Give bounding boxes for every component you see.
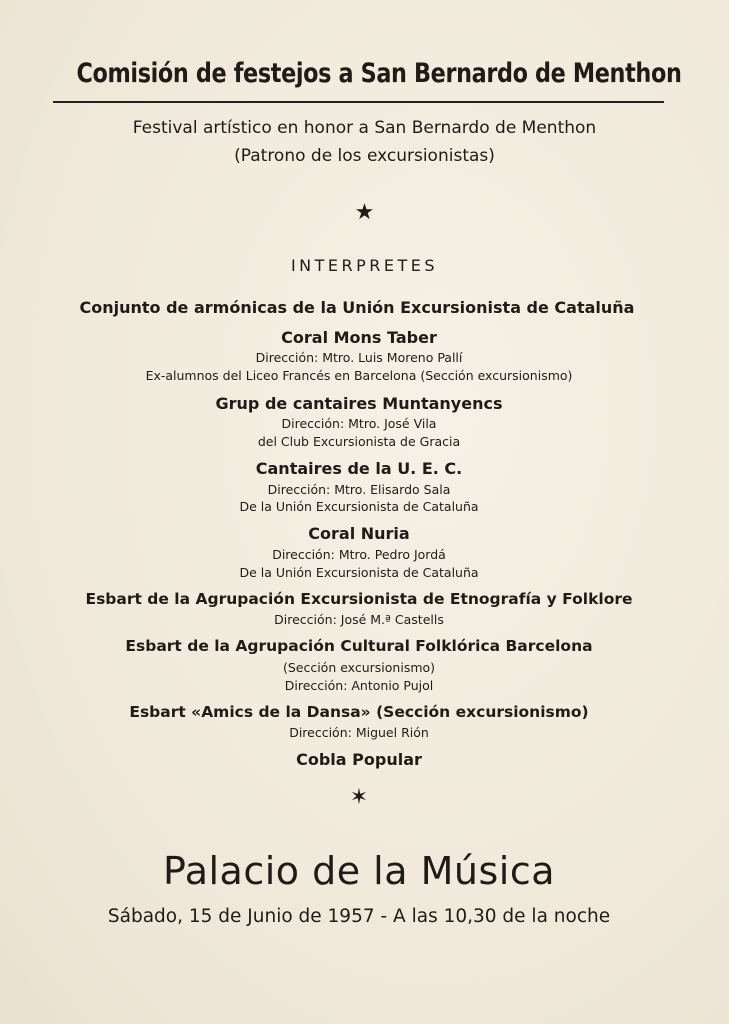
page-title: Comisión de festejos a San Bernardo de Menthon xyxy=(76,58,682,89)
performer-detail: del Club Excursionista de Gracia xyxy=(257,434,461,449)
performer-detail: De la Unión Excursionista de Cataluña xyxy=(239,499,479,514)
performer-detail: Dirección: Mtro. José Vila xyxy=(281,416,437,431)
subtitle-line-1: Festival artístico en honor a San Bernardo de Menthon xyxy=(132,118,597,138)
performer-detail: Dirección: Miguel Rión xyxy=(289,725,429,740)
performer-detail: Ex-alumnos del Liceo Francés en Barcelona (Sección excursionismo) xyxy=(145,368,573,383)
performer-name: Esbart de la Agrupación Cultural Folklórica Barcelona xyxy=(125,637,593,655)
performer-name: Cantaires de la U. E. C. xyxy=(255,459,463,478)
performer-detail: Dirección: Mtro. Elisardo Sala xyxy=(267,482,451,497)
asterisk-ornament-icon: ✶ xyxy=(349,785,369,810)
performer-detail: Dirección: Mtro. Pedro Jordá xyxy=(272,547,446,562)
subtitle-line-2: (Patrono de los excursionistas) xyxy=(234,146,495,166)
event-date: Sábado, 15 de Junio de 1957 - A las 10,30 de la noche xyxy=(107,906,611,927)
performer-name: Coral Mons Taber xyxy=(281,328,437,347)
performer-detail: Dirección: José M.ª Castells xyxy=(274,612,444,627)
venue-name: Palacio de la Música xyxy=(162,849,556,893)
title-underline xyxy=(53,101,664,103)
performer-detail: Dirección: Antonio Pujol xyxy=(284,678,434,693)
performer-name: Coral Nuria xyxy=(308,524,410,543)
performer-name: Conjunto de armónicas de la Unión Excursionista de Cataluña xyxy=(79,298,635,317)
performer-detail: Dirección: Mtro. Luis Moreno Pallí xyxy=(255,350,463,365)
performer-detail: (Sección excursionismo) xyxy=(282,660,436,675)
performer-name: Grup de cantaires Muntanyencs xyxy=(215,394,503,413)
performer-detail: De la Unión Excursionista de Cataluña xyxy=(239,565,479,580)
section-heading: INTERPRETES xyxy=(290,256,439,275)
performer-name: Esbart «Amics de la Dansa» (Sección excursionismo) xyxy=(129,703,589,721)
star-icon: ★ xyxy=(354,200,375,225)
performer-name: Cobla Popular xyxy=(296,750,422,769)
performer-name: Esbart de la Agrupación Excursionista de Etnografía y Folklore xyxy=(85,590,633,608)
